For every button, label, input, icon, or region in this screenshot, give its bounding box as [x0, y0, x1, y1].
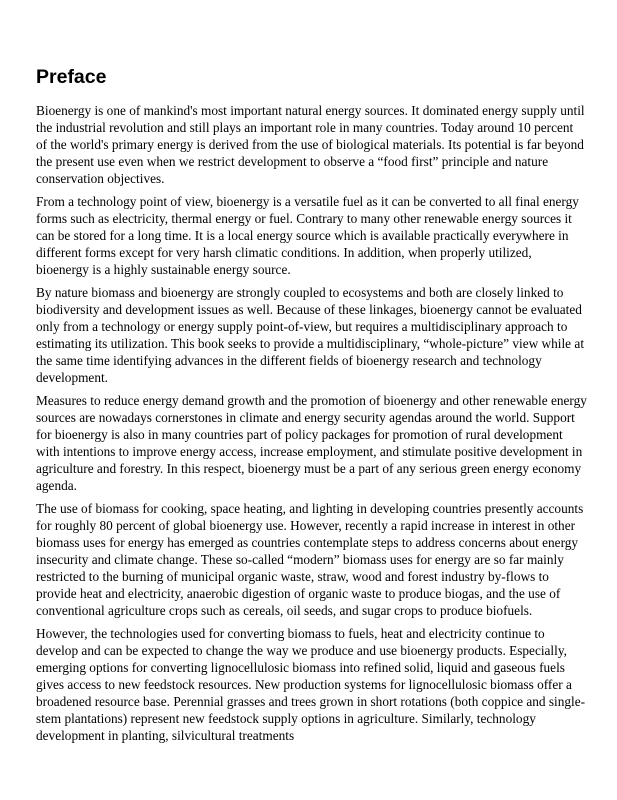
paragraph: Bioenergy is one of mankind's most important natural energy sources. It dominated energy supply until the industrial revolution and still plays an important role in many countries. Today around 10 percent of the world's primary energy is derived from the use of biological materials. Its potential is far beyond the present use even when we restrict development to observe a “food first” principle and nature conservation objectives.: [36, 103, 585, 186]
paragraph: By nature biomass and bioenergy are strongly coupled to ecosystems and both are closely linked to biodiversity and development issues as well. Because of these linkages, bioenergy cannot be evaluated only from a technology or energy supply point-of-view, but requires a multidisciplinary approach to estimating its utilization. This book seeks to provide a multidisciplinary, “whole-picture” view while at the same time identifying advances in the different fields of bioenergy research and technology development.: [36, 285, 585, 385]
preface-body: [36, 102, 587, 750]
paragraph: From a technology point of view, bioenergy is a versatile fuel as it can be converted to all final energy forms such as electricity, thermal energy or fuel. Contrary to many other renewable energy sources it can be stored for a long time. It is a local energy source which is available practically everywhere in different forms except for very harsh climatic conditions. In addition, when properly utilized, bioenergy is a highly sustainable energy source.: [36, 194, 579, 277]
paragraph: However, the technologies used for converting biomass to fuels, heat and electricity continue to develop and can be expected to change the way we produce and use bioenergy products. Especially, emerging options for converting lignocellulosic biomass into refined solid, liquid and gaseous fuels gives access to new feedstock resources. New production systems for lignocellulosic biomass offer a broadened resource base. Perennial grasses and trees grown in short rotations (both coppice and single-stem plantations) represent new feedstock supply options in agriculture. Similarly, technology development in planting, silvicultural treatments: [36, 626, 586, 743]
page-title: Preface: [36, 66, 107, 88]
paragraph: Measures to reduce energy demand growth and the promotion of bioenergy and other renewable energy sources are nowadays cornerstones in climate and energy security agendas around the world. Support for bioenergy is also in many countries part of policy packages for promotion of rural development with intentions to improve energy access, increase employment, and stimulate positive development in agriculture and forestry. In this respect, bioenergy must be a part of any serious green energy economy agenda.: [36, 393, 587, 493]
paragraph: The use of biomass for cooking, space heating, and lighting in developing countries presently accounts for roughly 80 percent of global bioenergy use. However, recently a rapid increase in interest in other biomass uses for energy has emerged as countries contemplate steps to address concerns about energy insecurity and climate change. These so-called “modern” biomass uses for energy are so far mainly restricted to the burning of municipal organic waste, straw, wood and forest industry by-flows to provide heat and electricity, anaerobic digestion of organic waste to produce biogas, and the use of conventional agriculture crops such as cereals, oil seeds, and sugar crops to produce biofuels.: [36, 501, 584, 618]
